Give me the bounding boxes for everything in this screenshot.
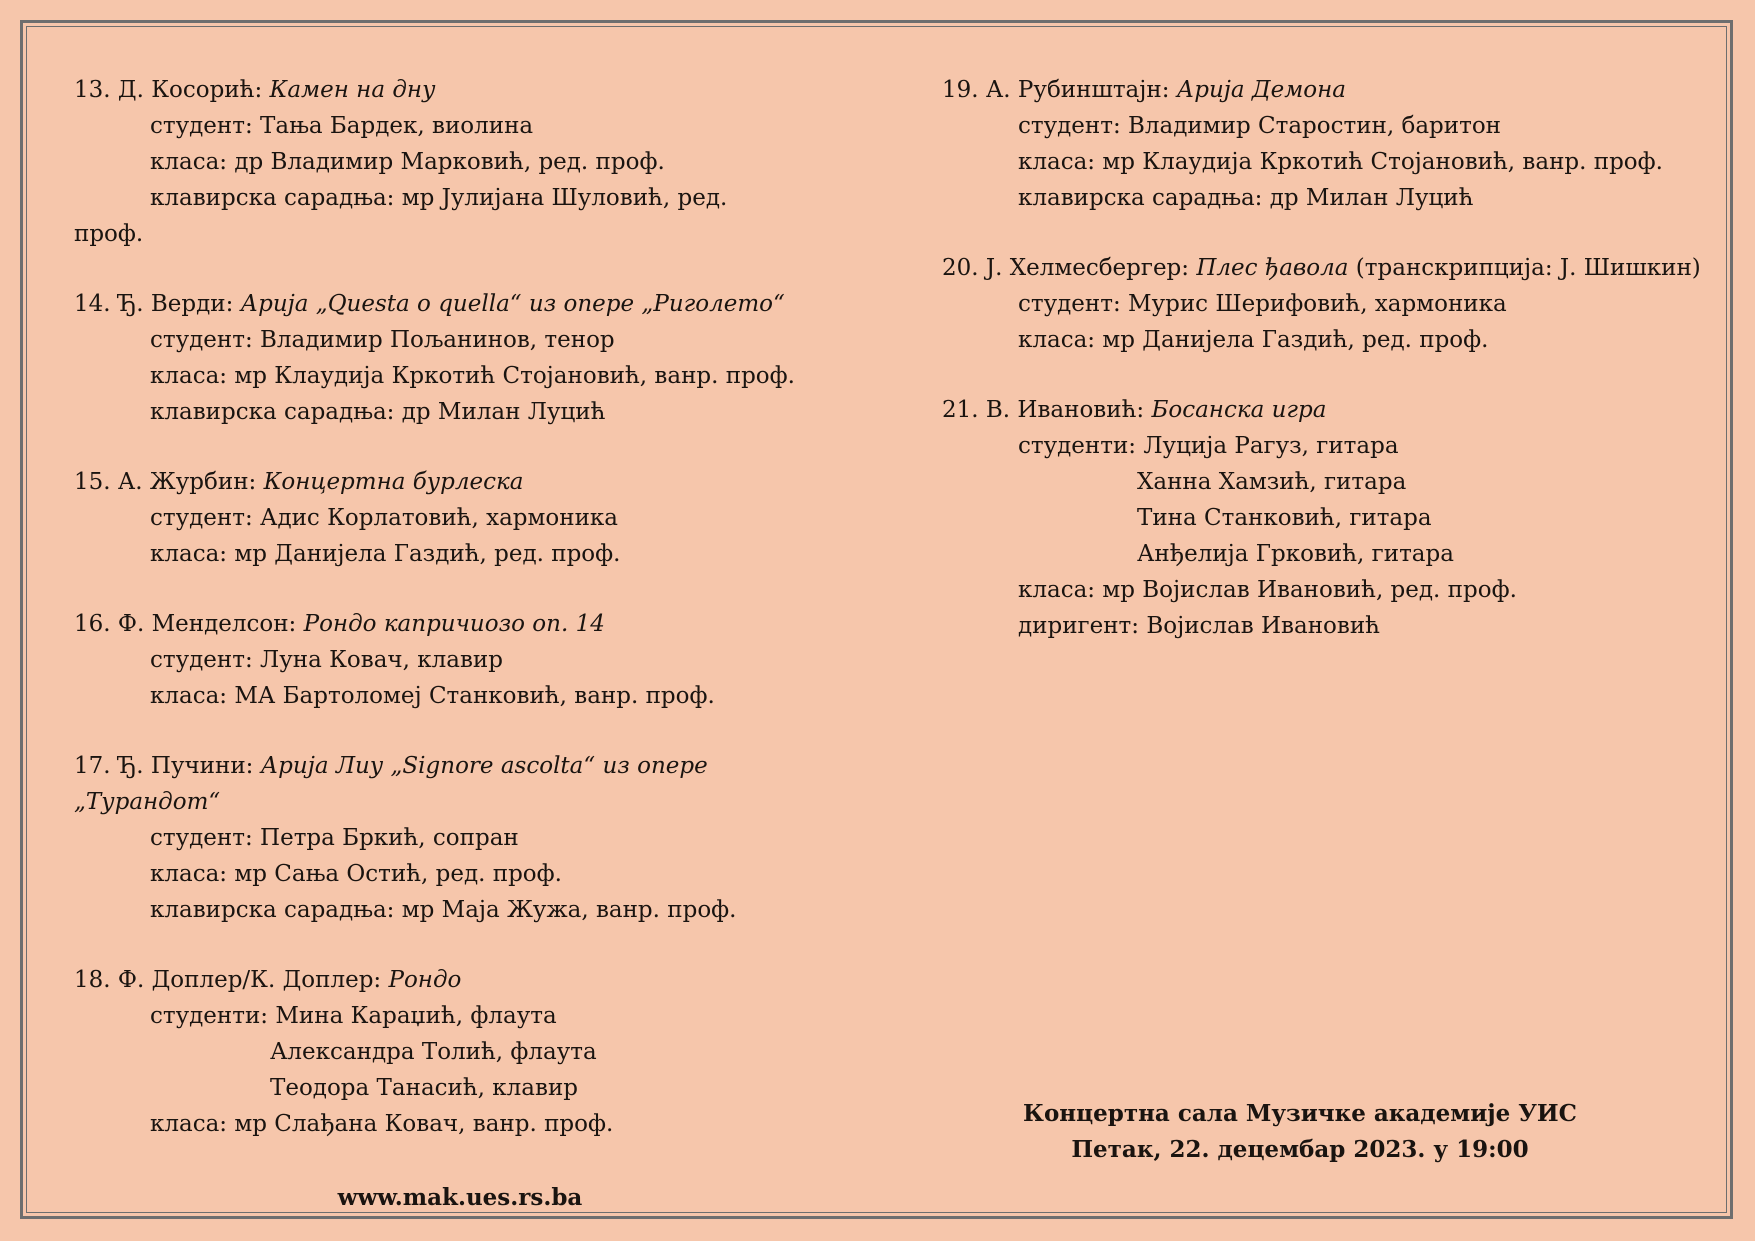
composer: 20. Ј. Хелмесбергер: bbox=[942, 255, 1197, 281]
item-heading bbox=[942, 250, 1701, 286]
accompaniment-line: клавирска сарадња: мр Јулијана Шуловић, ред. bbox=[150, 185, 728, 211]
class-line: класа: мр Данијела Газдић, ред. проф. bbox=[1018, 327, 1489, 353]
item-heading bbox=[942, 72, 1682, 108]
composer: 18. Ф. Доплер/К. Доплер: bbox=[74, 967, 389, 993]
composer: 16. Ф. Менделсон: bbox=[74, 611, 304, 637]
program-item-13 bbox=[74, 72, 804, 252]
performer-line: студент: Тања Бардек, виолина bbox=[150, 113, 534, 139]
venue-name: Концертна сала Музичке академије УИС bbox=[1023, 1100, 1577, 1127]
performer-line: Тина Станковић, гитара bbox=[1137, 505, 1432, 531]
composer: 14. Ђ. Верди: bbox=[74, 291, 241, 317]
performer-line: студент: Владимир Пољанинов, тенор bbox=[150, 327, 615, 353]
accompaniment-line: клавирска сарадња: мр Маја Жужа, ванр. проф. bbox=[150, 897, 737, 923]
accompaniment-line: клавирска сарадња: др Милан Луцић bbox=[1018, 185, 1474, 211]
work-title-cont: „Турандот“ bbox=[74, 789, 221, 815]
performer-line: Александра Толић, флаута bbox=[270, 1039, 597, 1065]
work-title: Арија Лиу „Signore ascolta“ из опере bbox=[260, 753, 708, 779]
work-title: Арија „Questa o quella“ из опере „Риголето“ bbox=[240, 291, 785, 317]
class-line: класа: МА Бартоломеј Станковић, ванр. проф. bbox=[150, 683, 715, 709]
website-link[interactable]: www.mak.ues.rs.ba bbox=[337, 1184, 583, 1211]
class-line: класа: мр Војислав Ивановић, ред. проф. bbox=[1018, 577, 1517, 603]
accompaniment-line-cont: проф. bbox=[74, 221, 144, 247]
performers-line: студенти: Мина Караџић, флаута bbox=[150, 1003, 557, 1029]
transcription-note: (транскрипција: Ј. Шишкин) bbox=[1348, 255, 1701, 281]
conductor-line: диригент: Војислав Ивановић bbox=[1018, 613, 1380, 639]
work-title: Арија Демона bbox=[1176, 77, 1346, 103]
performer-line: Анђелија Грковић, гитара bbox=[1137, 541, 1454, 567]
program-item-18 bbox=[74, 962, 804, 1142]
program-item-14 bbox=[74, 286, 804, 430]
work-title: Рондо bbox=[388, 967, 462, 993]
composer: 15. А. Журбин: bbox=[74, 469, 264, 495]
program-right-column bbox=[942, 72, 1701, 678]
work-title: Рондо капричиозо оп. 14 bbox=[303, 611, 605, 637]
class-line: класа: мр Клаудија Кркотић Стојановић, ванр. проф. bbox=[150, 363, 795, 389]
venue-info bbox=[940, 1096, 1660, 1168]
program-item-16 bbox=[74, 606, 804, 714]
program-item-20 bbox=[942, 250, 1701, 358]
composer: 17. Ђ. Пучини: bbox=[74, 753, 261, 779]
performer-line: студент: Луна Ковач, клавир bbox=[150, 647, 503, 673]
work-title: Камен на дну bbox=[269, 77, 436, 103]
performers-line: студенти: Луција Рагуз, гитара bbox=[1018, 433, 1399, 459]
item-heading bbox=[74, 748, 804, 784]
performer-line: студент: Владимир Старостин, баритон bbox=[1018, 113, 1501, 139]
work-title: Концертна бурлеска bbox=[263, 469, 524, 495]
work-title: Босанска игра bbox=[1151, 397, 1327, 423]
performer-line: Ханна Хамзић, гитара bbox=[1137, 469, 1407, 495]
program-item-21 bbox=[942, 392, 1682, 644]
item-heading bbox=[74, 72, 804, 108]
work-title: Плес ђавола bbox=[1196, 255, 1349, 281]
item-heading bbox=[74, 962, 804, 998]
item-heading bbox=[74, 606, 804, 642]
class-line: класа: др Владимир Марковић, ред. проф. bbox=[150, 149, 665, 175]
item-heading bbox=[74, 286, 804, 322]
composer: 13. Д. Косорић: bbox=[74, 77, 270, 103]
program-left-column bbox=[74, 72, 804, 1176]
performer-line: студент: Адис Корлатовић, хармоника bbox=[150, 505, 618, 531]
performer-line: Теодора Танасић, клавир bbox=[270, 1075, 578, 1101]
class-line: класа: мр Клаудија Кркотић Стојановић, ванр. проф. bbox=[1018, 149, 1663, 175]
item-heading bbox=[74, 464, 804, 500]
composer: 21. В. Ивановић: bbox=[942, 397, 1152, 423]
performer-line: студент: Петра Бркић, сопран bbox=[150, 825, 519, 851]
performer-line: студент: Мурис Шерифовић, хармоника bbox=[1018, 291, 1507, 317]
class-line: класа: мр Слађана Ковач, ванр. проф. bbox=[150, 1111, 614, 1137]
item-heading bbox=[942, 392, 1682, 428]
program-item-19 bbox=[942, 72, 1682, 216]
composer: 19. А. Рубинштајн: bbox=[942, 77, 1177, 103]
concert-datetime: Петак, 22. децембар 2023. у 19:00 bbox=[1071, 1136, 1529, 1163]
class-line: класа: мр Данијела Газдић, ред. проф. bbox=[150, 541, 621, 567]
class-line: класа: мр Сања Остић, ред. проф. bbox=[150, 861, 562, 887]
program-item-15 bbox=[74, 464, 804, 572]
program-item-17 bbox=[74, 748, 804, 928]
accompaniment-line: клавирска сарадња: др Милан Луцић bbox=[150, 399, 606, 425]
